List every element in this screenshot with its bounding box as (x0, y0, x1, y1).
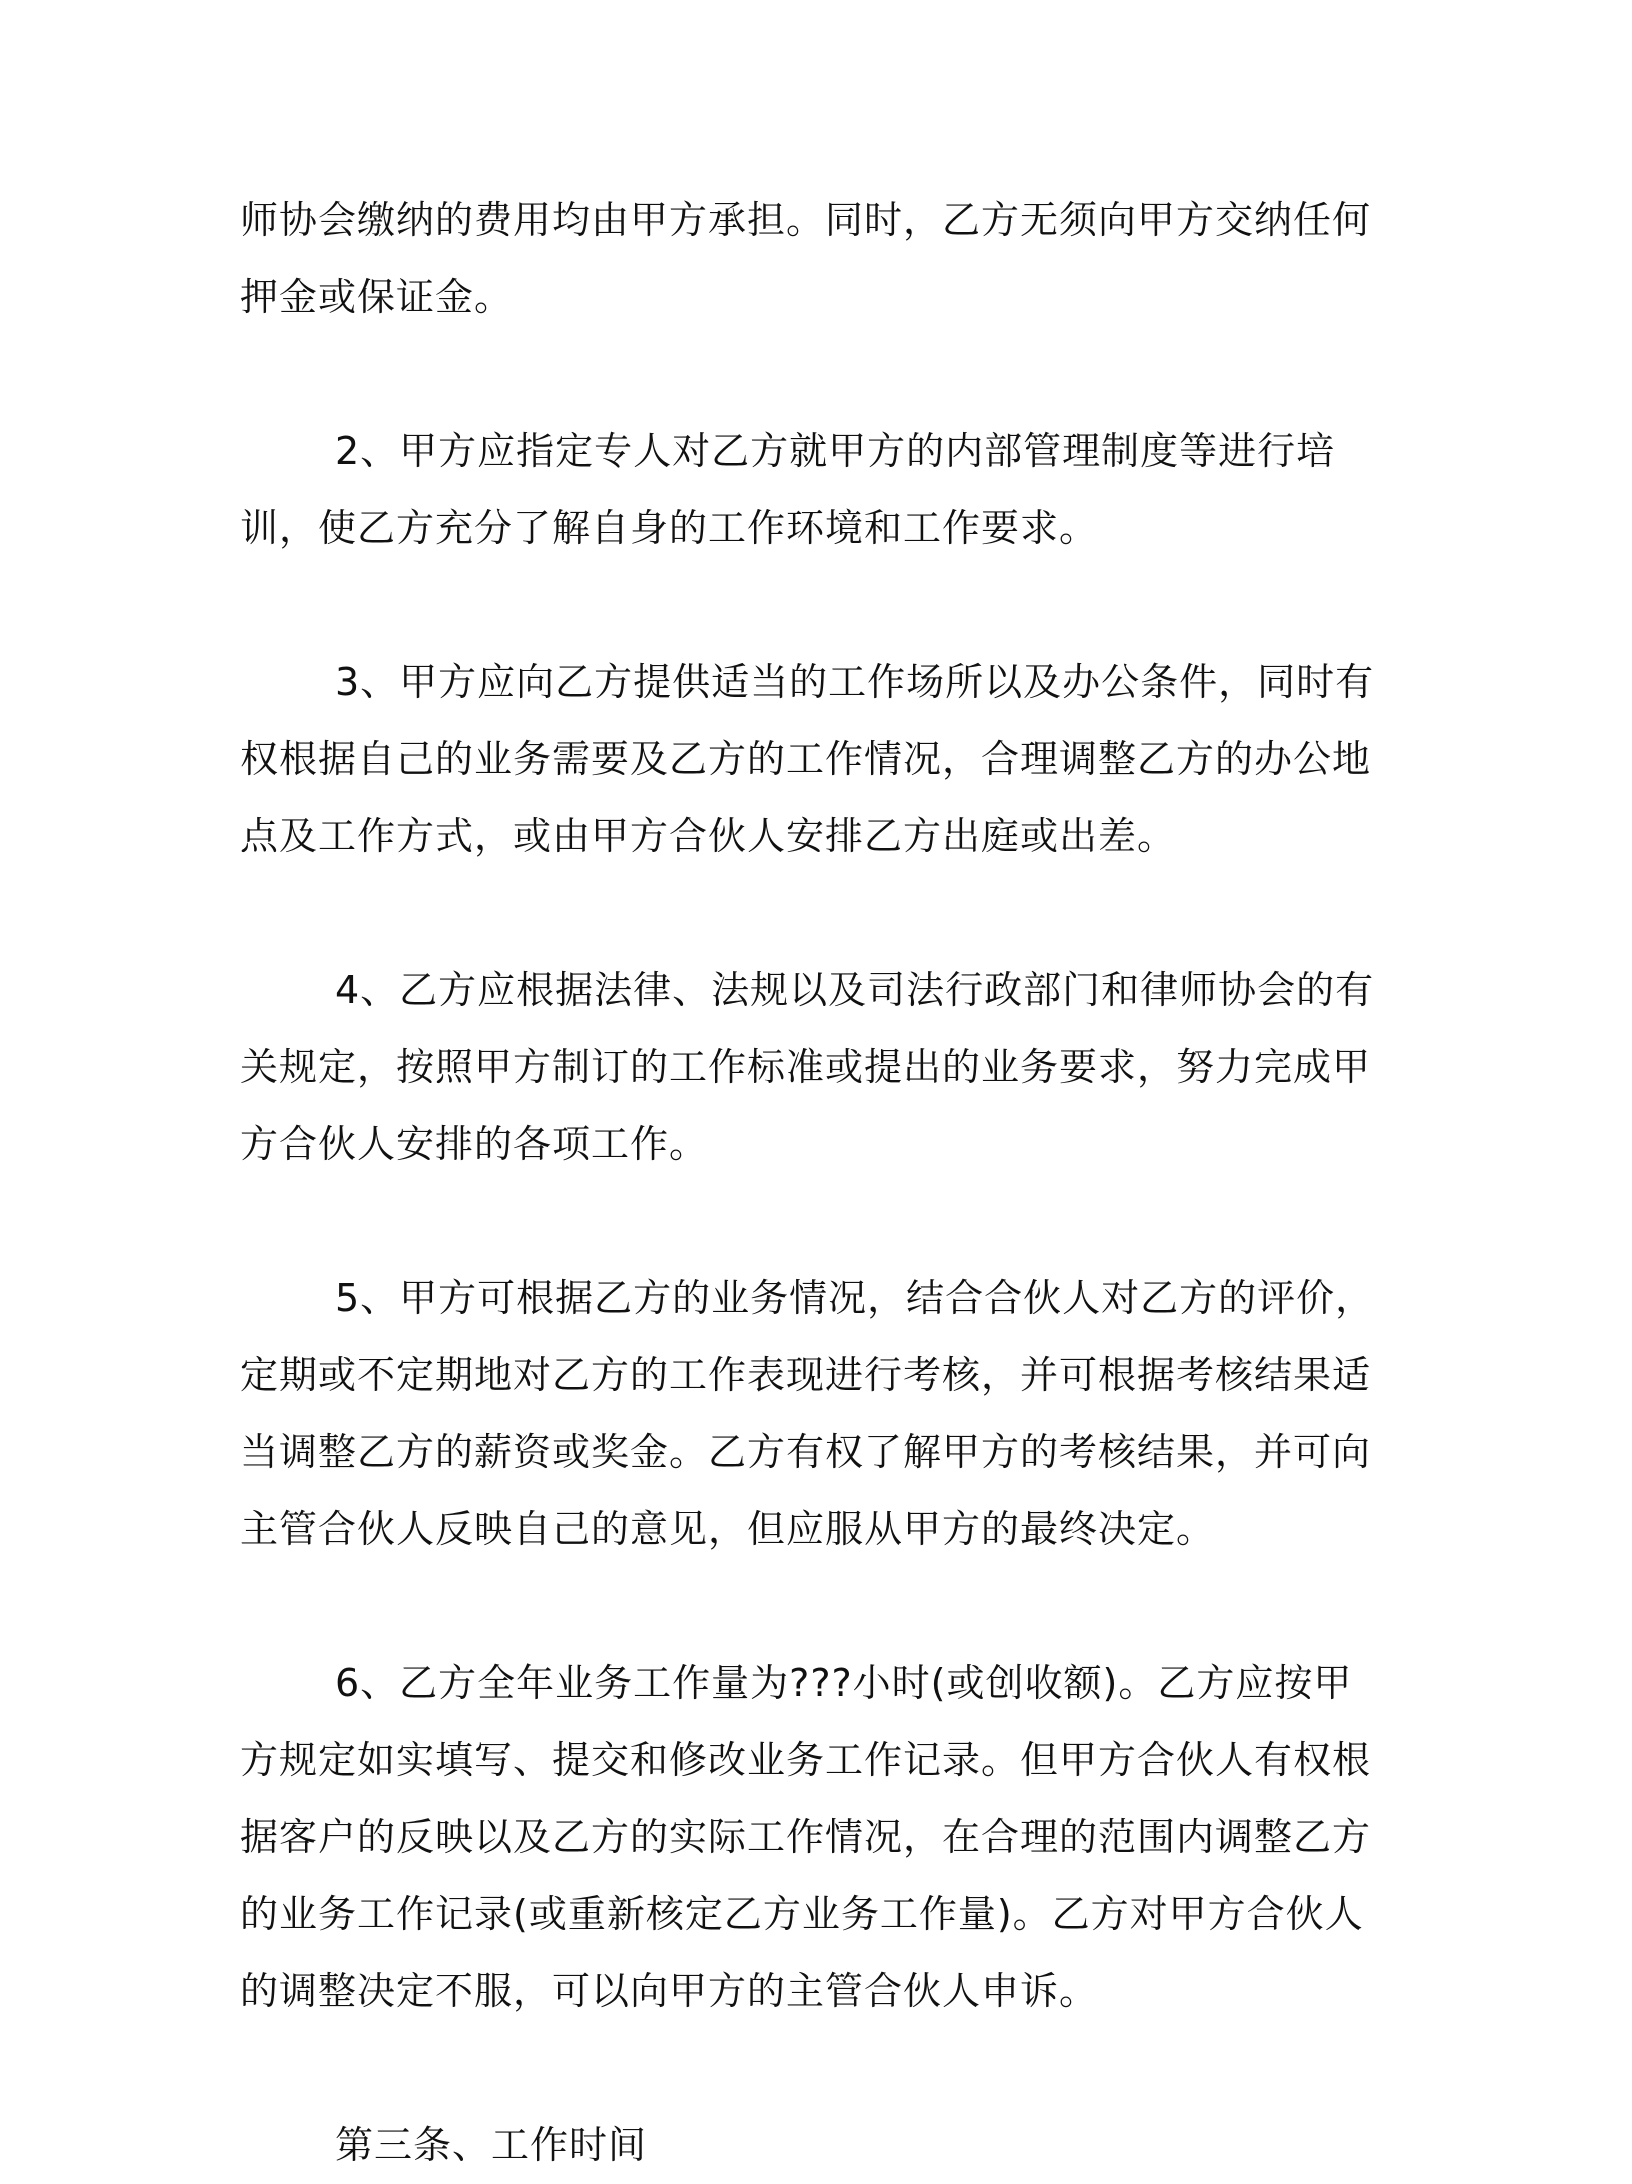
paragraph-item-5: 5、甲方可根据乙方的业务情况，结合合伙人对乙方的评价，定期或不定期地对乙方的工作表现进行考核，并可根据考核结果适当调整乙方的薪资或奖金。乙方有权了解甲方的考核结果，并可向主管合伙人反映自己的意见，但应服从甲方的最终决定。 (240, 1276, 1375, 1551)
paragraph-item-3: 3、甲方应向乙方提供适当的工作场所以及办公条件，同时有权根据自己的业务需要及乙方的工作情况，合理调整乙方的办公地点及工作方式，或由甲方合伙人安排乙方出庭或出差。 (240, 660, 1375, 858)
section-heading: 第三条、工作时间 (335, 2123, 648, 2167)
paragraph-item-4: 4、乙方应根据法律、法规以及司法行政部门和律师协会的有关规定，按照甲方制订的工作标准或提出的业务要求，努力完成甲方合伙人安排的各项工作。 (240, 968, 1375, 1166)
paragraph-continuation: 师协会缴纳的费用均由甲方承担。同时，乙方无须向甲方交纳任何押金或保证金。 (240, 198, 1372, 319)
paragraph-item-2: 2、甲方应指定专人对乙方就甲方的内部管理制度等进行培训，使乙方充分了解自身的工作环境和工作要求。 (240, 429, 1336, 550)
document-body (240, 182, 1380, 2184)
paragraph-item-6: 6、乙方全年业务工作量为???小时(或创收额)。乙方应按甲方规定如实填写、提交和修改业务工作记录。但甲方合伙人有权根据客户的反映以及乙方的实际工作情况，在合理的范围内调整乙方的业务工作记录(或重新核定乙方业务工作量)。乙方对甲方合伙人的调整决定不服，可以向甲方的主管合伙人申诉。 (240, 1661, 1372, 2013)
